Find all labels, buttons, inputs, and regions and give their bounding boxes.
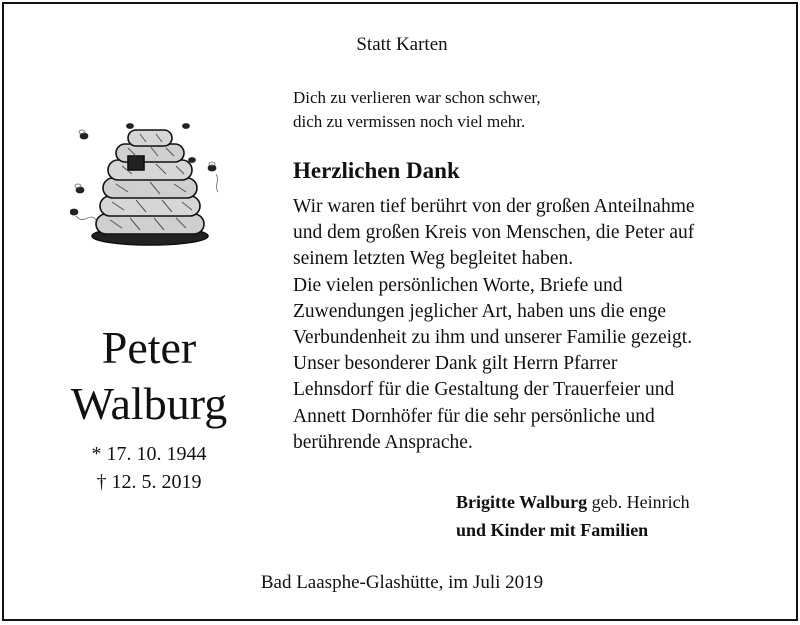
- signature-line: [456, 488, 690, 516]
- body-line: seinem letzten Weg begleitet haben.: [293, 248, 574, 270]
- deceased-last-name: Walburg: [70, 378, 228, 429]
- body-line: Die vielen persönlichen Worte, Briefe und: [293, 274, 623, 296]
- quote-line: Dich zu verlieren war schon schwer,: [293, 88, 541, 107]
- life-dates: [34, 440, 264, 496]
- body-line: Unser besonderer Dank gilt Herrn Pfarrer: [293, 353, 618, 375]
- signature-block: [456, 488, 690, 544]
- body-line: Zuwendungen jeglicher Art, haben uns die enge: [293, 300, 667, 322]
- quote-line: dich zu vermissen noch viel mehr.: [293, 112, 526, 131]
- obituary-card: [2, 2, 798, 621]
- birth-date: * 17. 10. 1944: [91, 443, 207, 465]
- deceased-first-name: Peter: [101, 322, 197, 373]
- body-line: Verbundenheit zu ihm und unserer Familie gezeigt.: [293, 327, 693, 349]
- body-line: Annett Dornhöfer für die sehr persönliche und: [293, 405, 655, 427]
- body-line: berührende Ansprache.: [293, 431, 473, 453]
- body-line: Wir waren tief berührt von der großen Anteilnahme: [293, 196, 695, 217]
- signature-maiden-name: geb. Heinrich: [587, 492, 690, 512]
- body-line: und dem großen Kreis von Menschen, die Peter auf: [293, 222, 695, 244]
- body-line: Lehnsdorf für die Gestaltung der Trauerfeier und: [293, 379, 675, 401]
- header-text: Statt Karten: [356, 34, 448, 55]
- signature-family-text: und Kinder mit Familien: [456, 520, 649, 540]
- death-date: † 12. 5. 2019: [96, 471, 202, 493]
- memorial-quote: [293, 86, 541, 134]
- beehive-icon: [70, 116, 230, 256]
- signature-family: [456, 516, 690, 544]
- footer-place-date: Bad Laasphe-Glashütte, im Juli 2019: [260, 572, 544, 593]
- notice-heading: Herzlichen Dank: [293, 158, 460, 183]
- notice-body: [293, 194, 695, 456]
- signature-name: Brigitte Walburg: [456, 492, 588, 512]
